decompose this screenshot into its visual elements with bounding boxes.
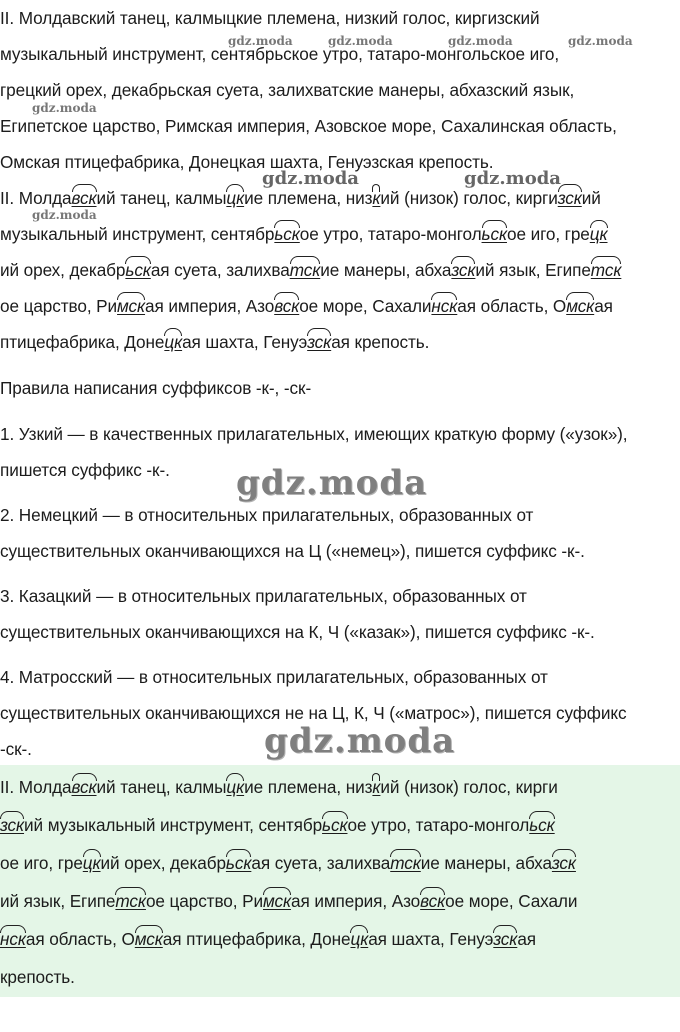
suffix-morpheme: зск [0,815,25,835]
rule-line: пишется суффикс -к-. [0,460,170,480]
text-segment: ая шахта, Генуэ [368,929,494,949]
rule-line: -ск-. [0,739,32,759]
text-segment: ая империя, Азо [145,296,275,316]
text-segment: ая империя, Азо [290,891,421,911]
suffix-morpheme: ьск [274,224,300,244]
text-segment: ая область, О [457,296,567,316]
suffix-morpheme: мск [566,296,595,316]
block3-line [0,965,75,989]
text-segment: ие племена, низ [244,188,373,208]
text-segment: птицефабрика, Доне [0,332,165,352]
block2-line [0,258,621,282]
text-segment: ая суета, залихва [150,260,290,280]
suffix-morpheme: вск [420,891,446,911]
text-segment: ие манеры, абха [320,260,452,280]
rule-line: 2. Немецкий — в относительных прилагательных, образованных от [0,505,534,525]
text-segment: ий танец, калмы [96,777,227,797]
text-segment: ое иго, гре [0,853,83,873]
rule-line: существительных оканчивающихся не на Ц, К, Ч («матрос»), пишется суффикс [0,703,627,723]
suffix-morpheme: вск [71,777,97,797]
block2-line [0,186,601,210]
suffix-morpheme: цк [226,777,245,797]
block3-line [0,851,576,875]
suffix-morpheme: цк [350,929,369,949]
text-segment: ий (низок) голос, кирги [380,188,558,208]
suffix-morpheme: к [372,777,381,797]
suffix-morpheme: ьск [125,260,151,280]
suffix-morpheme: тск [390,853,421,873]
text-segment: ое море, Сахали [445,891,578,911]
watermark: gdz.moda [464,168,561,189]
suffix-morpheme: цк [226,188,245,208]
text-segment: ое утро, татаро-монгол [299,224,482,244]
text-segment: ая суета, залихва [251,853,391,873]
text-segment: ая шахта, Генуэ [182,332,308,352]
suffix-morpheme: ьск [529,815,555,835]
text-segment: музыкальный инструмент, сентябр [0,224,275,244]
rule-line: 1. Узкий — в качественных прилагательных, имеющих краткую форму («узок»), [0,424,628,444]
text-segment: II. Молда [0,777,72,797]
suffix-morpheme: мск [117,296,146,316]
text-segment: ий [581,188,601,208]
suffix-morpheme: зск [551,853,576,873]
text-segment: ая [594,296,613,316]
suffix-morpheme: мск [134,929,163,949]
block1-line: II. Молдавский танец, калмыцкие племена, низкий голос, киргизский [0,8,540,28]
block1-line: музыкальный инструмент, сентябрьское утро, татаро-монгольское иго, [0,44,560,64]
rule-line: 4. Матросский — в относительных прилагательных, образованных от [0,667,548,687]
suffix-morpheme: тск [115,891,146,911]
block3-line [0,927,536,951]
watermark: gdz.moda [32,208,97,222]
text-segment: ий язык, Египе [0,891,116,911]
watermark-large: gdz.moda [264,721,456,761]
text-segment: ий язык, Египе [475,260,591,280]
suffix-morpheme: зск [493,929,518,949]
suffix-morpheme: ьск [225,853,252,873]
answer-highlight-block [0,765,680,997]
suffix-morpheme: тск [590,260,622,280]
suffix-morpheme: к [372,188,381,208]
suffix-morpheme: ьск [481,224,507,244]
suffix-morpheme: цк [589,224,608,244]
suffix-morpheme: цк [164,332,183,352]
block1-line: грецкий орех, декабрьская суета, залихватские манеры, абхазский язык, [0,80,575,100]
rule-line: существительных оканчивающихся на К, Ч («казак»), пишется суффикс -к-. [0,622,595,642]
suffix-morpheme: нск [0,929,26,949]
watermark: gdz.moda [262,168,359,189]
rule-line: 3. Казацкий — в относительных прилагательных, образованных от [0,586,527,606]
suffix-morpheme: ьск [322,815,348,835]
suffix-morpheme: цк [82,853,101,873]
text-segment: ая область, О [25,929,135,949]
block1-line: Омская птицефабрика, Донецкая шахта, Генуэзская крепость. [0,152,494,172]
text-segment: ое море, Сахали [299,296,432,316]
suffix-morpheme: зск [307,332,332,352]
rules-title: Правила написания суффиксов -к-, -ск- [0,378,312,398]
watermark: gdz.moda [32,101,97,115]
text-segment: ий танец, калмы [96,188,227,208]
suffix-morpheme: зск [451,260,476,280]
block3-line [0,775,558,799]
suffix-morpheme: вск [71,188,97,208]
text-segment: ая крепость. [331,332,430,352]
watermark-large: gdz.moda [236,463,428,503]
text-segment: ий орех, декабр [0,260,126,280]
block1-line: Египетское царство, Римская империя, Азовское море, Сахалинская область, [0,116,617,136]
block3-line [0,889,577,913]
watermark: gdz.moda [568,34,633,48]
text-segment: ий (низок) голос, кирги [380,777,558,797]
watermark: gdz.moda [448,34,513,48]
text-segment: крепость. [0,967,75,987]
watermark: gdz.moda [328,34,393,48]
suffix-morpheme: тск [289,260,321,280]
block2-line [0,330,429,354]
text-segment: ие манеры, абха [420,853,552,873]
text-segment: ая [517,929,536,949]
watermark: gdz.moda [228,34,293,48]
text-segment: ий орех, декабр [100,853,226,873]
suffix-morpheme: зск [557,188,582,208]
text-segment: ая птицефабрика, Доне [162,929,351,949]
rule-line: существительных оканчивающихся на Ц («немец»), пишется суффикс -к-. [0,541,585,561]
text-segment: ий музыкальный инструмент, сентябр [24,815,323,835]
suffix-morpheme: мск [262,891,291,911]
text-segment: ое царство, Ри [0,296,118,316]
suffix-morpheme: вск [274,296,300,316]
text-segment: II. Молда [0,188,72,208]
text-segment: ое утро, татаро-монгол [347,815,530,835]
text-segment: ие племена, низ [244,777,373,797]
block3-line [0,813,555,837]
text-segment: ое иго, гре [506,224,590,244]
text-segment: ое царство, Ри [145,891,263,911]
block2-line [0,222,608,246]
block2-line [0,294,613,318]
suffix-morpheme: нск [431,296,458,316]
